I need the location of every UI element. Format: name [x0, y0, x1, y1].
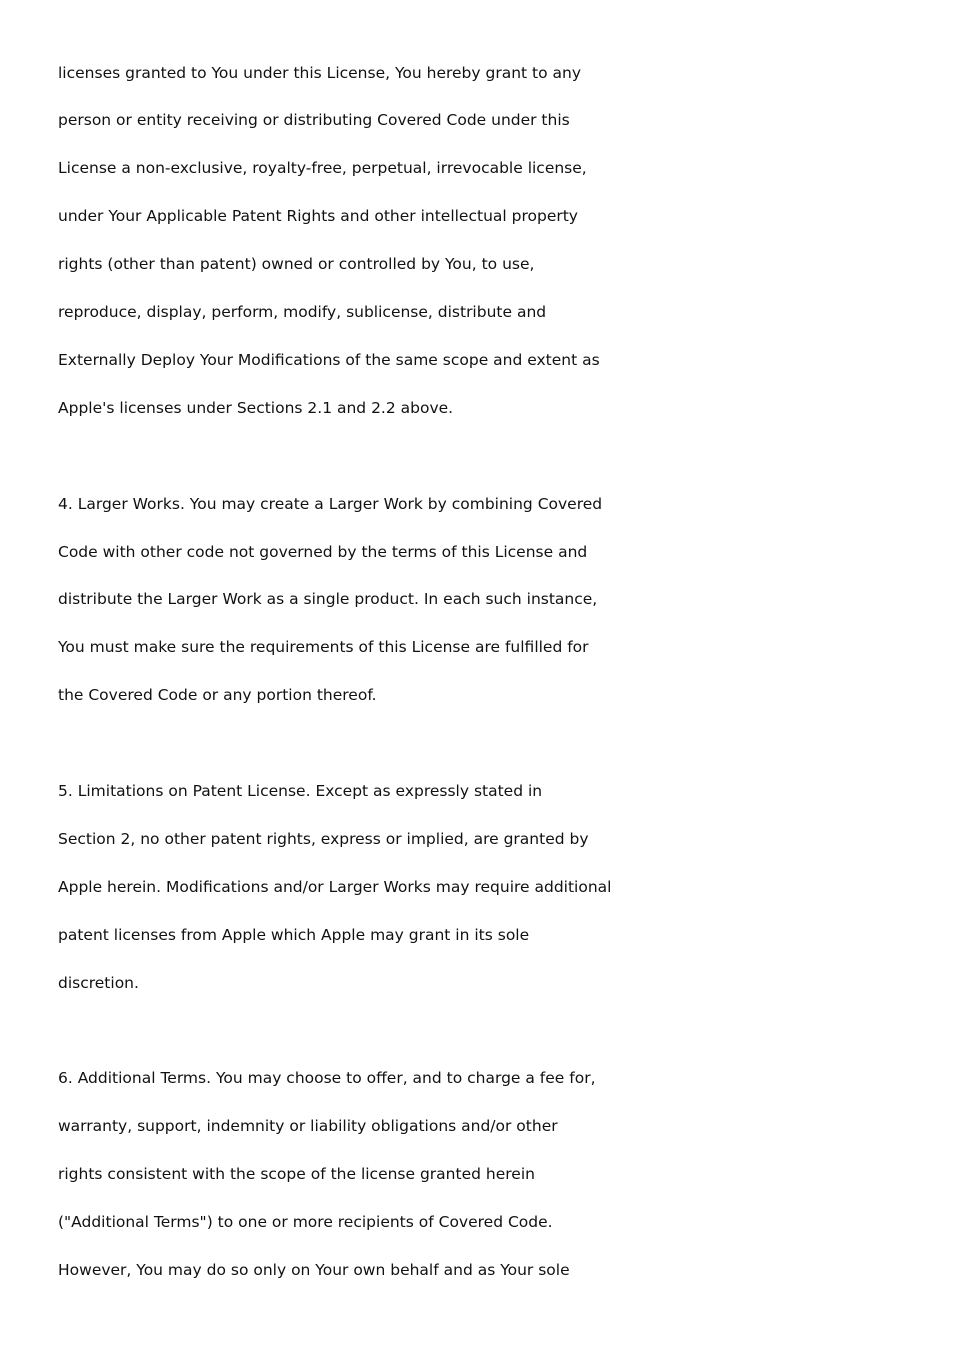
text-line: discretion. [58, 974, 139, 992]
section-heading-line: 4. Larger Works. You may create a Larger Work by combining Covered [58, 495, 603, 513]
section-heading-line: 5. Limitations on Patent License. Except as expressly stated in [58, 782, 543, 800]
text-line: licenses granted to You under this License, You hereby grant to any [58, 64, 582, 82]
text-line: person or entity receiving or distributing Covered Code under this [58, 111, 570, 129]
text-line: warranty, support, indemnity or liability obligations and/or other [58, 1117, 558, 1135]
text-line: rights (other than patent) owned or controlled by You, to use, [58, 255, 535, 273]
text-line: the Covered Code or any portion thereof. [58, 686, 377, 704]
text-line: reproduce, display, perform, modify, sublicense, distribute and [58, 303, 547, 321]
text-line: Externally Deploy Your Modifications of the same scope and extent as [58, 351, 600, 369]
text-line: Section 2, no other patent rights, express or implied, are granted by [58, 830, 589, 848]
text-line: Code with other code not governed by the terms of this License and [58, 543, 588, 561]
text-line: distribute the Larger Work as a single product. In each such instance, [58, 590, 598, 608]
text-line: Apple herein. Modifications and/or Larger Works may require additional [58, 878, 612, 896]
text-line: rights consistent with the scope of the license granted herein [58, 1165, 535, 1183]
text-line: under Your Applicable Patent Rights and other intellectual property [58, 207, 578, 225]
text-line: You must make sure the requirements of this License are fulfilled for [58, 638, 589, 656]
text-line: ("Additional Terms") to one or more recipients of Covered Code. [58, 1213, 553, 1231]
text-line: patent licenses from Apple which Apple may grant in its sole [58, 926, 530, 944]
section-heading-line: 6. Additional Terms. You may choose to offer, and to charge a fee for, [58, 1069, 596, 1087]
text-line: Apple's licenses under Sections 2.1 and 2.2 above. [58, 399, 454, 417]
text-line: License a non-exclusive, royalty-free, perpetual, irrevocable license, [58, 159, 587, 177]
text-line: However, You may do so only on Your own behalf and as Your sole [58, 1261, 570, 1279]
